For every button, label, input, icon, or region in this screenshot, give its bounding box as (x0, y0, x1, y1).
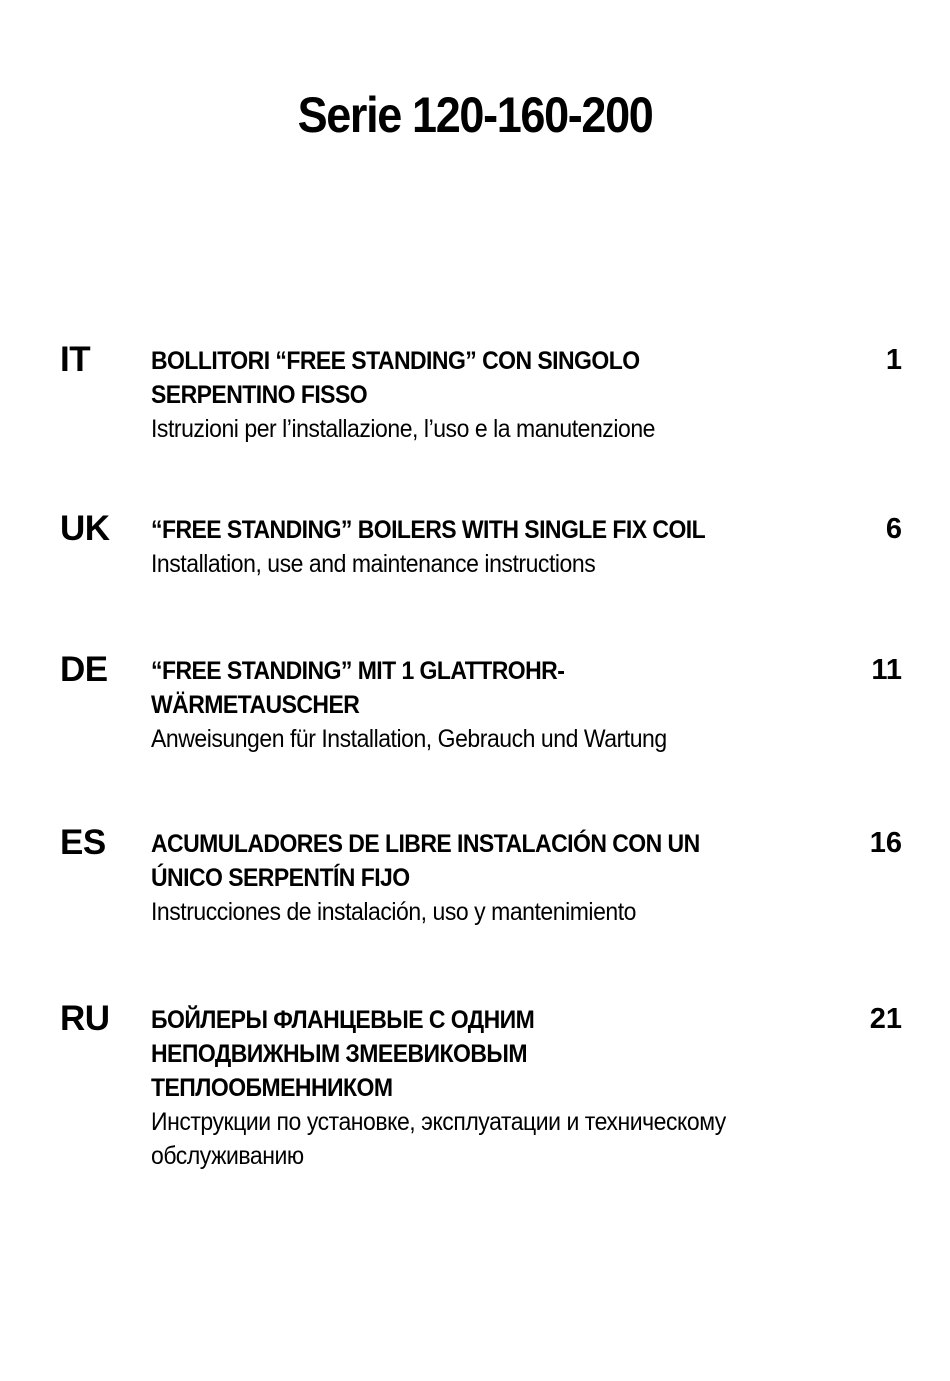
entry-heading: BOLLITORI “FREE STANDING” CON SINGOLO SERPENTINO FISSO (151, 347, 640, 409)
entry-body (151, 654, 841, 756)
entry-subheading: Installation, use and maintenance instructions (151, 550, 596, 578)
language-code: RU (60, 999, 110, 1038)
entry-body (151, 513, 841, 581)
entry-subheading: Инструкции по установке, эксплуатации и техническому обслуживанию (151, 1108, 726, 1170)
entry-heading: БОЙЛЕРЫ ФЛАНЦЕВЫЕ С ОДНИМ НЕПОДВИЖНЫМ ЗМЕЕВИКОВЫМ ТЕПЛООБМЕННИКОМ (151, 1006, 535, 1102)
entry-heading: “FREE STANDING” BOILERS WITH SINGLE FIX COIL (151, 516, 706, 544)
page-number: 16 (869, 827, 902, 859)
entry-subheading: Anweisungen für Installation, Gebrauch und Wartung (151, 725, 667, 753)
page-number: 21 (869, 1003, 902, 1035)
page-title: Serie 120-160-200 (297, 87, 653, 143)
page-number: 1 (885, 344, 902, 376)
language-code: ES (60, 823, 106, 862)
entry-body (151, 1003, 841, 1173)
language-code: DE (60, 650, 108, 689)
entry-heading: ACUMULADORES DE LIBRE INSTALACIÓN CON UN ÚNICO SERPENTÍN FIJO (151, 830, 700, 892)
page-number: 11 (871, 654, 902, 686)
entry-heading: “FREE STANDING” MIT 1 GLATTROHR- WÄRMETAUSCHER (151, 657, 565, 719)
page-number: 6 (885, 513, 902, 545)
entry-subheading: Istruzioni per l’installazione, l’uso e la manutenzione (151, 415, 656, 443)
entry-body (151, 344, 841, 446)
entry-body (151, 827, 841, 929)
language-code: IT (60, 340, 91, 379)
language-code: UK (60, 509, 110, 548)
entry-subheading: Instrucciones de instalación, uso y mantenimiento (151, 898, 637, 926)
